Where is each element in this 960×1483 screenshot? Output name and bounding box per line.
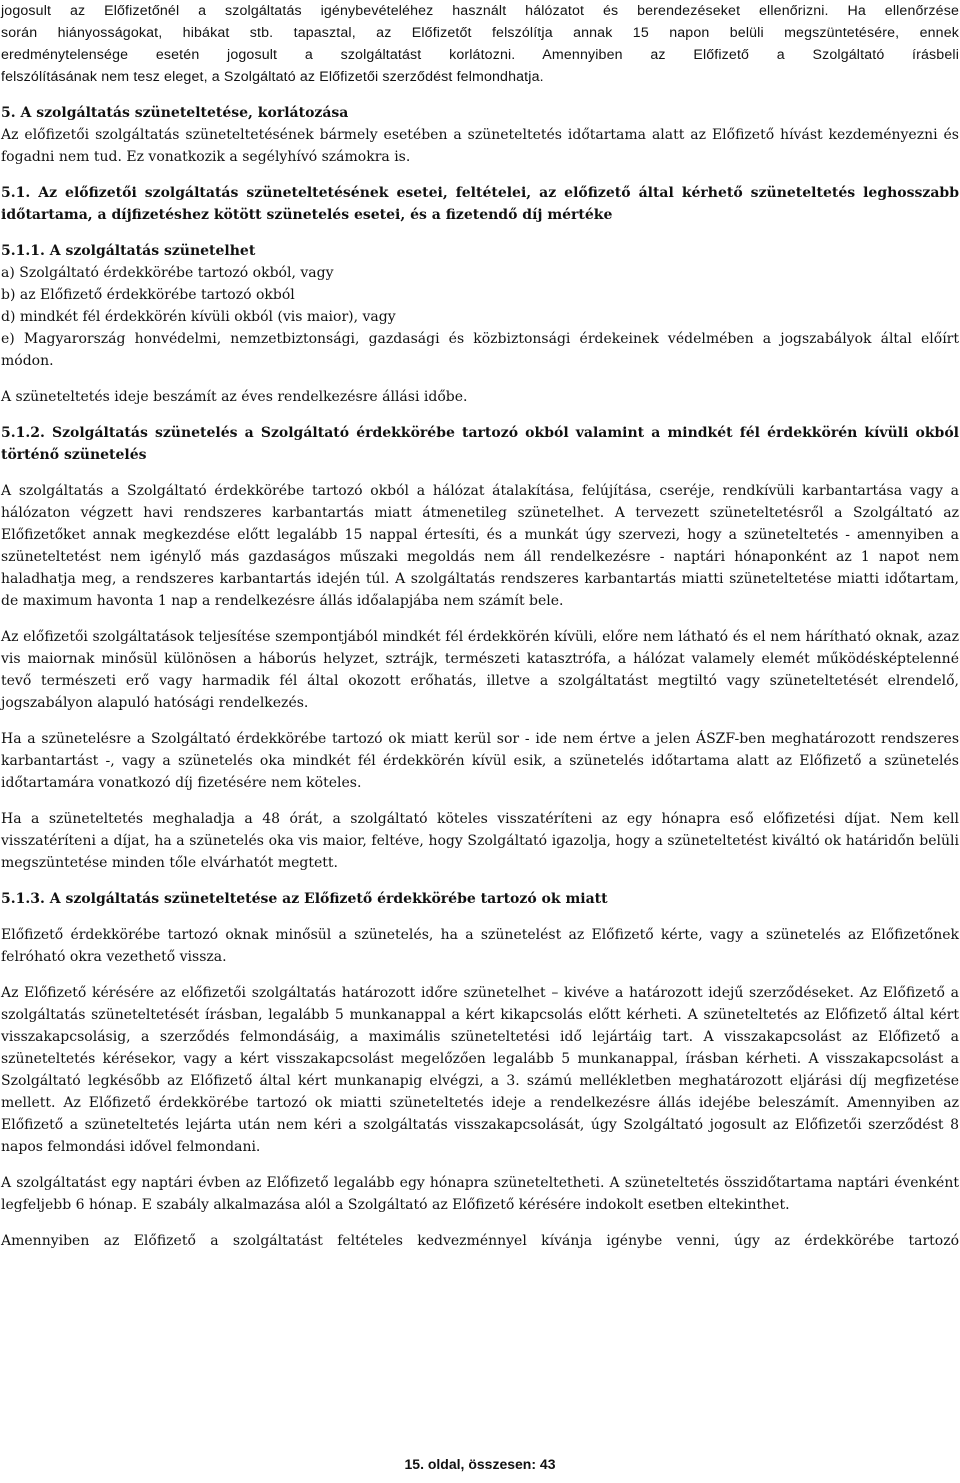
section-5-1-heading: 5.1. Az előfizetői szolgáltatás szüneteltetésének esetei, feltételei, az előfizető által kérhető szüneteltetés leghosszabb időtartama, a díjfizetéshez kötött szünetelés esetei, és a fizetendő díj mértéke (1, 185, 959, 223)
section-5-text: Az előfizetői szolgáltatás szüneteltetésének bármely esetében a szüneteltetés időtartama alatt az Előfizető hívást kezdeményezni és fogadni nem tud. Ez vonatkozik a segélyhívó számokra is. (1, 127, 959, 165)
section-5-1-3-paragraph-2: Az Előfizető kérésére az előfizetői szolgáltatás határozott időre szünetelhet – kivéve a határozott idejű szerződéseket. Az Előfizető a szolgáltatás szüneteltetését írásban, legalább 5 munkanappal a kért kikapcsolás előtt kérheti. A szüneteltetés az Előfizető által kért visszakapcsolásig, a szerződés felmondásáig, a maximális szüneteltetési idő lejártáig tart. A visszakapcsolást az Előfizető a szüneteltetés kérésekor, vagy a kért visszakapcsolást megelőzően legalább 5 munkanappal, írásban kérheti. A visszakapcsolást a Szolgáltató legkésőbb az Előfizető által kért munkanapig elvégzi, a 3. számú mellékletben meghatározott eljárási díj megfizetése mellett. Az Előfizető érdekkörébe tartozó ok miatti szüneteltetés ideje a rendelkezésre állás idejébe beleszámít. Amennyiben az Előfizető a szüneteltetés lejárta után nem kéri a szolgáltatás visszakapcsolását, úgy Szolgáltató jogosult az Előfizetői szerződést 8 napos felmondási idővel felmondani. (1, 985, 959, 1155)
section-5-1-1-note: A szüneteltetés ideje beszámít az éves rendelkezésre állási időbe. (1, 389, 468, 405)
section-5-1-1 (1, 240, 959, 372)
section-5-1-2-paragraph-4: Ha a szüneteltetés meghaladja a 48 órát, a szolgáltató köteles visszatéríteni az egy hónapra eső előfizetési díjat. Nem kell visszatéríteni a díjat, ha a szünetelés oka vis maior, feltéve, hogy Szolgáltató igazolja, hogy a szüneteltetést kiváltó ok határidőn belüli megszüntetése minden tőle elvárhatót megtett. (1, 811, 959, 871)
section-5-1-3-paragraph-4: Amennyiben az Előfizető a szolgáltatást feltételes kedvezménnyel kívánja igénybe venni, úgy az érdekkörébe tartozó (1, 1233, 959, 1249)
intro-line-1: jogosult az Előfizetőnél a szolgáltatás igénybevételéhez használt hálózatot és berendezéseket ellenőrizni. Ha ellenőrzése (1, 3, 959, 19)
section-5-heading: 5. A szolgáltatás szüneteltetése, korlátozása (1, 105, 349, 121)
intro-line-3: eredménytelensége esetén jogosult a szolgáltatást korlátozni. Amennyiben az Előfizető a Szolgáltató írásbeli (1, 47, 959, 63)
section-5-1-2-paragraph-3: Ha a szünetelésre a Szolgáltató érdekkörébe tartozó ok miatt kerül sor - ide nem értve a jelen ÁSZF-ben meghatározott rendszeres karbantartást -, vagy a szünetelés oka mindkét fél érdekkörén kívül esik, a szünetelés időtartama alatt az Előfizető a szünetelés időtartamára vonatkozó díj fizetésére nem köteles. (1, 731, 959, 791)
list-item-b: b) az Előfizető érdekkörébe tartozó okból (1, 287, 295, 303)
section-5-1-1-heading: 5.1.1. A szolgáltatás szünetelhet (1, 243, 256, 259)
page-footer: 15. oldal, összesen: 43 (404, 1456, 556, 1472)
list-item-e: e) Magyarország honvédelmi, nemzetbiztonsági, gazdasági és közbiztonsági érdekeinek védelmében a jogszabályok által előírt módon. (1, 331, 959, 369)
section-5-1-2-heading: 5.1.2. Szolgáltatás szünetelés a Szolgáltató érdekkörébe tartozó okból valamint a mindkét fél érdekkörén kívüli okból történő szünetelés (1, 425, 959, 463)
intro-line-4: felszólításának nem tesz eleget, a Szolgáltató az Előfizetői szerződést felmondhatja. (1, 69, 544, 85)
section-5-1-2-paragraph-2: Az előfizetői szolgáltatások teljesítése szempontjából mindkét fél érdekkörén kívüli, előre nem látható és el nem hárítható oknak, azaz vis maiornak minősül különösen a háborús helyzet, sztrájk, természeti katasztrófa, a hálózat valamely elemét működésképtelenné tevő természeti erő vagy harmadik fél által okozott erőhatás, illetve a szolgáltatást megtiltó vagy szüneteltetését elrendelő, jogszabályon alapuló hatósági rendelkezés. (1, 629, 959, 711)
list-item-d: d) mindkét fél érdekkörén kívüli okból (vis maior), vagy (1, 309, 396, 325)
section-5-1-3-paragraph-1: Előfizető érdekkörébe tartozó oknak minősül a szünetelés, ha a szünetelést az Előfizető kérte, vagy a szünetelés az Előfizetőnek felróható okra vezethető vissza. (1, 927, 959, 965)
intro-line-2: során hiányosságokat, hibákat stb. tapasztal, az Előfizetőt felszólítja annak 15 napon belüli megszüntetésére, ennek (1, 25, 959, 41)
list-item-a: a) Szolgáltató érdekkörébe tartozó okból, vagy (1, 265, 334, 281)
section-5-1-3-paragraph-3: A szolgáltatást egy naptári évben az Előfizető legalább egy hónapra szüneteltetheti. A szüneteltetés összidőtartama naptári évenként legfeljebb 6 hónap. E szabály alkalmazása alól a Szolgáltató az Előfizető kérésére indokolt esetben eltekinthet. (1, 1175, 959, 1213)
section-5-1-3-heading: 5.1.3. A szolgáltatás szüneteltetése az Előfizető érdekkörébe tartozó ok miatt (1, 891, 608, 907)
section-5-1-2-paragraph-1: A szolgáltatás a Szolgáltató érdekkörébe tartozó okból a hálózat átalakítása, felújítása, cseréje, rendkívüli karbantartása vagy a hálózaton végzett havi rendszeres karbantartás miatt átmenetileg szünetelhet. A tervezett szüneteltetésről a Szolgáltató az Előfizetőket annak megkezdése előtt legalább 15 nappal értesíti, és a munkát úgy szervezi, hogy a szüneteltetés - amennyiben a szüneteltetést nem igénylő más gazdaságos műszaki megoldás nem áll rendelkezésre - naptári hónaponként az 1 napot nem haladhatja meg, a rendszeres karbantartás idején túl. A szolgáltatás rendszeres karbantartás miatti szüneteltetése miatti időtartam, de maximum havonta 1 nap a rendelkezésre állás időalapjába nem számít bele. (1, 483, 959, 609)
